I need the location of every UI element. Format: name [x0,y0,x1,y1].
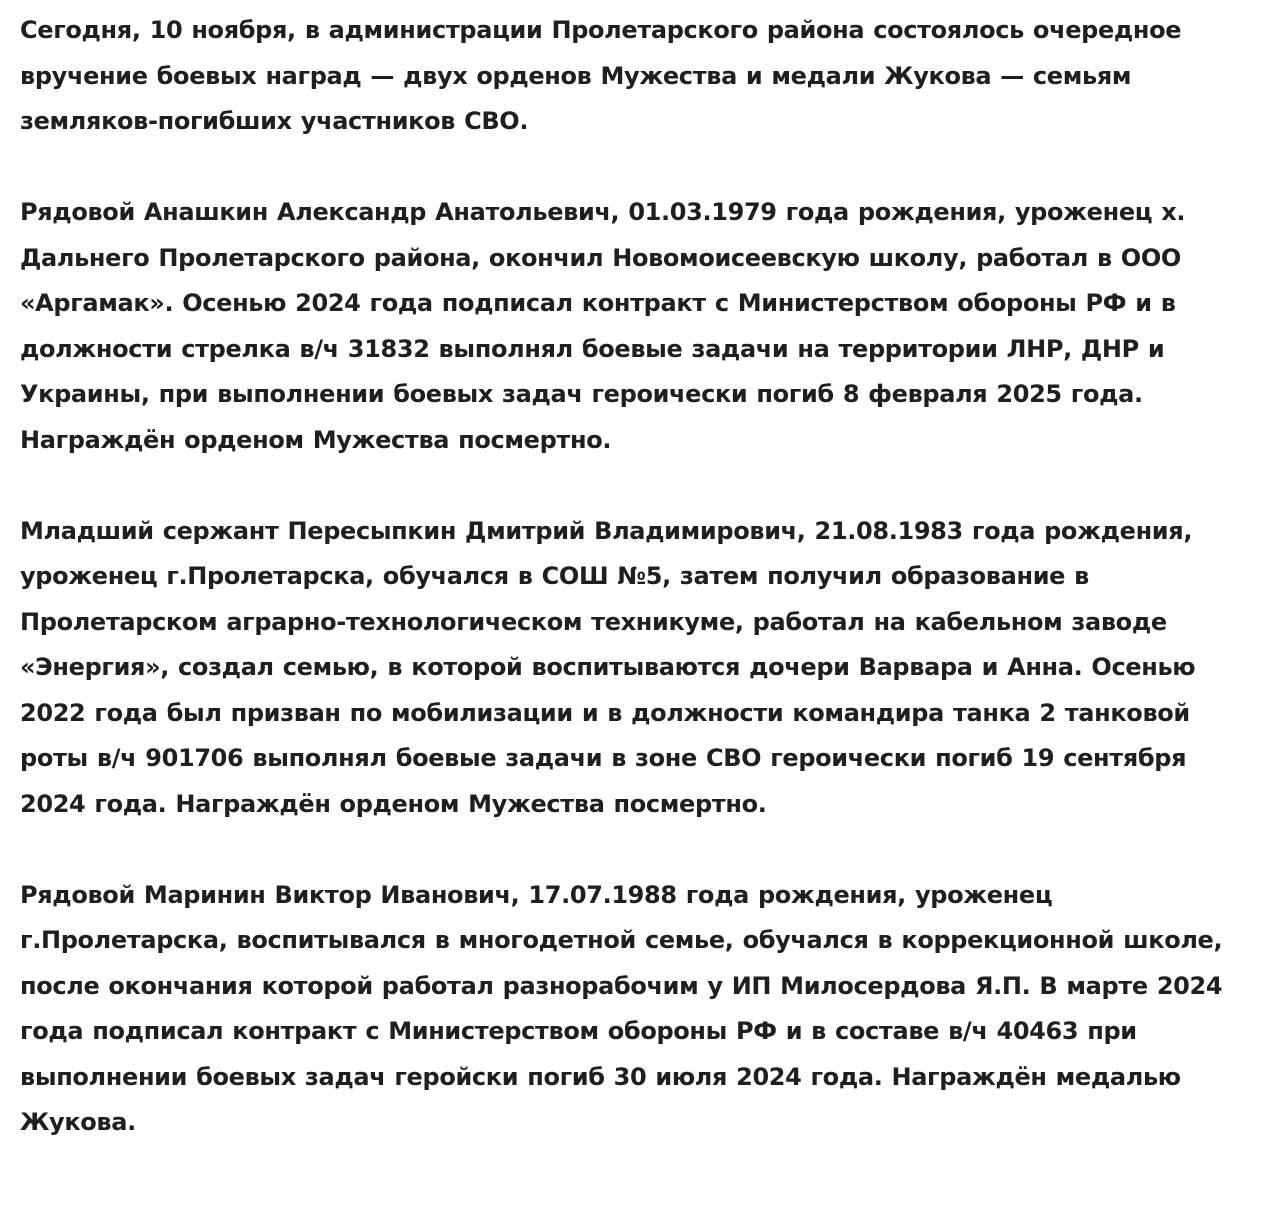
paragraph-intro: Сегодня, 10 ноября, в администрации Пролетарского района состоялось очередное вручение боевых наград — двух орденов Мужества и медали Жукова — семьям земляков-погибших участников СВО. [20,16,1182,135]
paragraph-anashkin: Рядовой Анашкин Александр Анатольевич, 01.03.1979 года рождения, уроженец х. Дальнего Пролетарского района, окончил Новомоисеевскую школу, работал в ООО «Аргамак». Осенью 2024 года подписал контракт с Министерством обороны РФ и в должности стрелка в/ч 31832 выполнял боевые задачи на территории ЛНР, ДНР и Украины, при выполнении боевых задач героически погиб 8 февраля 2025 года. Награждён орденом Мужества посмертно. [20,198,1186,454]
paragraph-peresypkin: Младший сержант Пересыпкин Дмитрий Владимирович, 21.08.1983 года рождения, уроженец г.Пролетарска, обучался в СОШ №5, затем получил образование в Пролетарском аграрно-технологическом техникуме, работал на кабельном заводе «Энергия», создал семью, в которой воспитываются дочери Варвара и Анна. Осенью 2022 года был призван по мобилизации и в должности командира танка 2 танковой роты в/ч 901706 выполнял боевые задачи в зоне СВО героически погиб 19 сентября 2024 года. Награждён орденом Мужества посмертно. [20,516,1196,818]
article-body [20,8,1260,1146]
paragraph-marinin: Рядовой Маринин Виктор Иванович, 17.07.1988 года рождения, уроженец г.Пролетарска, воспитывался в многодетной семье, обучался в коррекционной школе, после окончания которой работал разнорабочим у ИП Милосердова Я.П. В марте 2024 года подписал контракт с Министерством обороны РФ и в составе в/ч 40463 при выполнении боевых задач геройски погиб 30 июля 2024 года. Награждён медалью Жукова. [20,880,1223,1136]
